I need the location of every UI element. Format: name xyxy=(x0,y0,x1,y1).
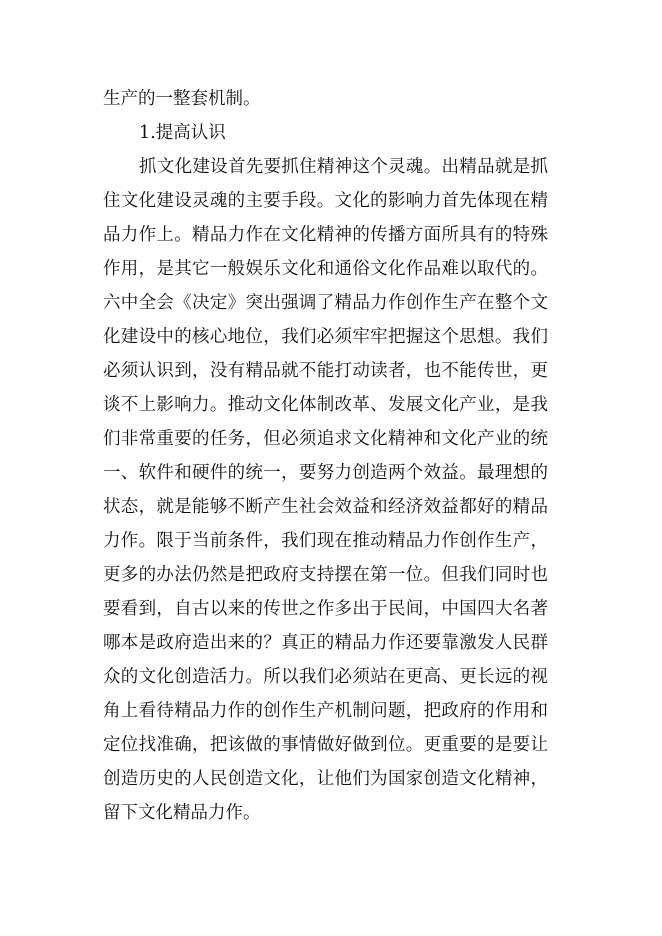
section-heading: 1.提高认识 xyxy=(139,123,226,143)
paragraph-line: 角上看待精品力作的创作生产机制问题，把政府的作用和 xyxy=(103,701,548,721)
paragraph-line: 一、软件和硬件的统一，要努力创造两个效益。最理想的 xyxy=(103,463,548,483)
paragraph-line: 必须认识到，没有精品就不能打动读者，也不能传世，更 xyxy=(103,361,548,381)
paragraph-line: 住文化建设灵魂的主要手段。文化的影响力首先体现在精 xyxy=(103,191,548,211)
paragraph-line: 们非常重要的任务，但必须追求文化精神和文化产业的统 xyxy=(103,429,548,449)
paragraph-line: 定位找准确，把该做的事情做好做到位。更重要的是要让 xyxy=(103,735,548,755)
paragraph-line: 要看到，自古以来的传世之作多出于民间，中国四大名著 xyxy=(103,599,548,619)
paragraph-line: 作用，是其它一般娱乐文化和通俗文化作品难以取代的。 xyxy=(103,259,548,279)
paragraph-line: 谈不上影响力。推动文化体制改革、发展文化产业，是我 xyxy=(103,395,548,415)
paragraph-line: 创造历史的人民创造文化，让他们为国家创造文化精神， xyxy=(103,769,548,789)
paragraph-line: 品力作上。精品力作在文化精神的传播方面所具有的特殊 xyxy=(103,225,548,245)
paragraph-line: 更多的办法仍然是把政府支持摆在第一位。但我们同时也 xyxy=(103,565,548,585)
paragraph-line: 状态，就是能够不断产生社会效益和经济效益都好的精品 xyxy=(103,497,548,517)
paragraph-line: 哪本是政府造出来的？真正的精品力作还要靠激发人民群 xyxy=(103,633,548,653)
paragraph-line: 众的文化创造活力。所以我们必须站在更高、更长远的视 xyxy=(103,667,548,687)
paragraph-line: 六中全会《决定》突出强调了精品力作创作生产在整个文 xyxy=(103,293,548,313)
paragraph-line: 化建设中的核心地位，我们必须牢牢把握这个思想。我们 xyxy=(103,327,548,347)
continuation-line: 生产的一整套机制。 xyxy=(103,89,261,109)
paragraph-line: 力作。限于当前条件，我们现在推动精品力作创作生产， xyxy=(103,531,548,551)
paragraph-line: 留下文化精品力作。 xyxy=(103,803,261,823)
paragraph-line: 抓文化建设首先要抓住精神这个灵魂。出精品就是抓 xyxy=(139,157,548,177)
